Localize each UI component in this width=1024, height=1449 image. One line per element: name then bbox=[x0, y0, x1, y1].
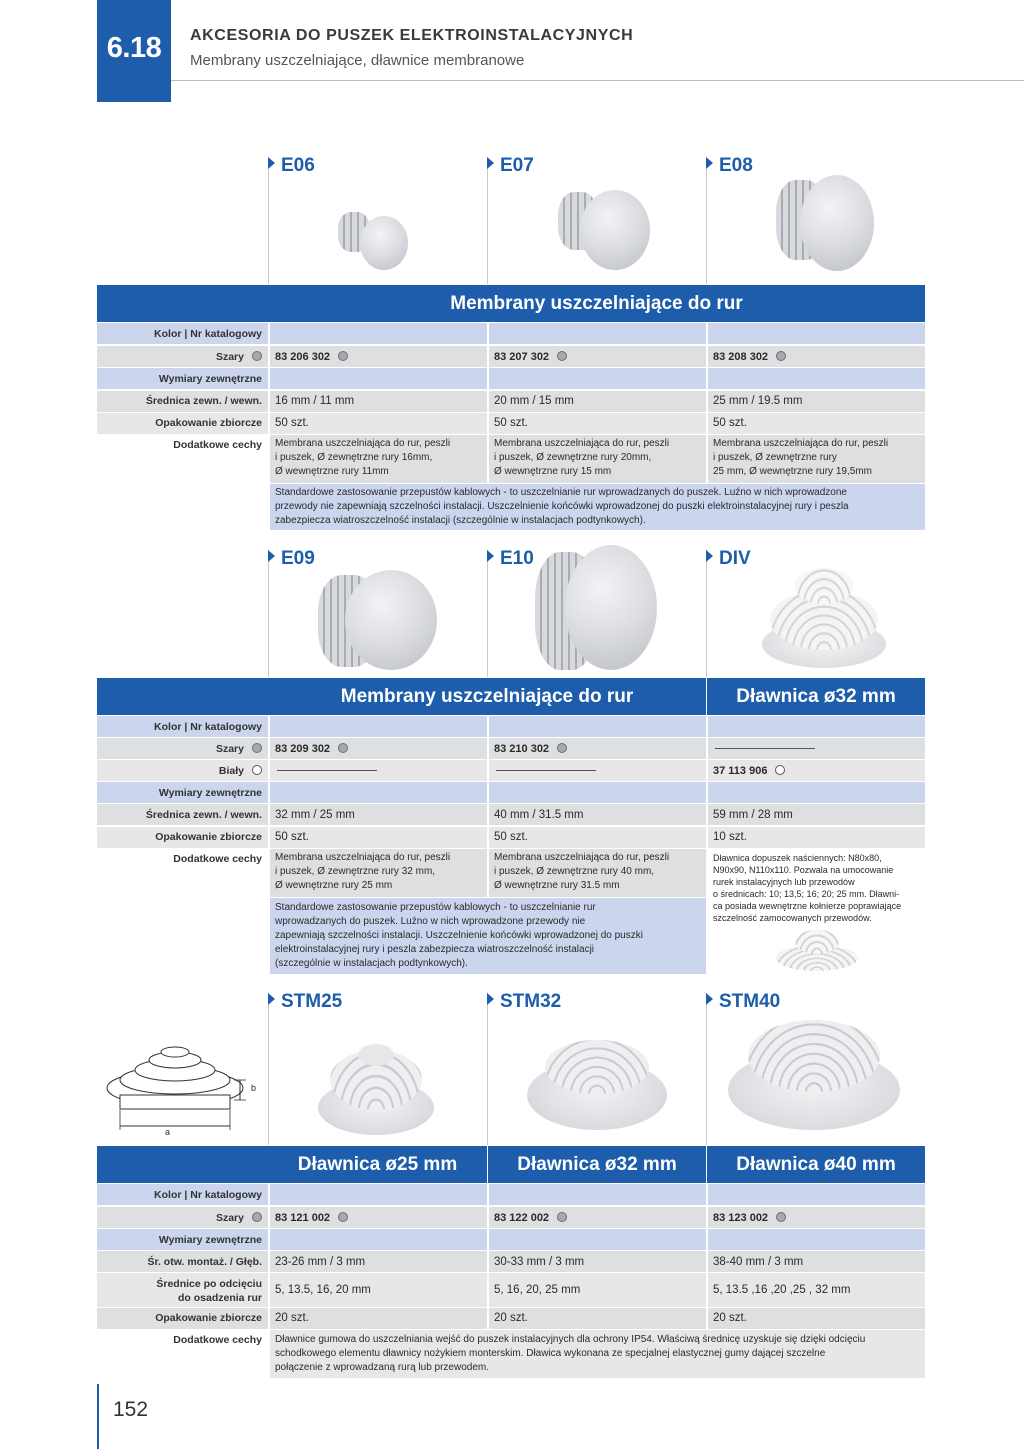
page-number: 152 bbox=[113, 1398, 149, 1421]
arrow-right-icon bbox=[268, 550, 275, 562]
product-label-stm25: STM25 bbox=[268, 991, 342, 1013]
page-title: AKCESORIA DO PUSZEK ELEKTROINSTALACYJNYCH bbox=[190, 27, 634, 44]
row-header-szary: Szary bbox=[97, 743, 267, 755]
row-header-dodatkowe: Dodatkowe cechy bbox=[173, 1334, 262, 1346]
grey-color-swatch-icon bbox=[252, 351, 262, 361]
table-header-band bbox=[488, 1146, 706, 1183]
diameter-value: 59 mm / 28 mm bbox=[713, 809, 793, 821]
catalog-number: 83 206 302 bbox=[275, 351, 348, 363]
package-value: 50 szt. bbox=[494, 417, 528, 429]
white-color-swatch-icon bbox=[775, 765, 785, 775]
row-header-kolor: Kolor | Nr katalogowy bbox=[154, 1189, 262, 1201]
table-title: Dławnica ø25 mm bbox=[297, 1154, 458, 1175]
table-header-band bbox=[707, 678, 925, 715]
diameter-value: 20 mm / 15 mm bbox=[494, 395, 574, 407]
row-header-dodatkowe: Dodatkowe cechy bbox=[173, 853, 262, 865]
catalog-number: 83 210 302 bbox=[494, 743, 567, 755]
table-header-band bbox=[707, 1146, 925, 1183]
catalog-number: 83 122 002 bbox=[494, 1212, 567, 1224]
arrow-right-icon bbox=[706, 157, 713, 169]
dimension-label-b: b bbox=[251, 1083, 257, 1093]
table-header-band bbox=[97, 285, 925, 322]
table-title: Dławnica ø32 mm bbox=[517, 1154, 677, 1175]
row-header-dodatkowe: Dodatkowe cechy bbox=[173, 439, 262, 451]
features-text: Membrana uszczelniająca do rur, peszli i puszek, Ø zewnętrzne rury 16mm, Ø wewnętrzne rury 11mm bbox=[275, 438, 451, 477]
package-value: 50 szt. bbox=[713, 417, 747, 429]
table-title: Dławnica ø40 mm bbox=[736, 1154, 896, 1175]
row-header-kolor: Kolor | Nr katalogowy bbox=[154, 328, 262, 340]
arrow-right-icon bbox=[487, 157, 494, 169]
header-divider bbox=[171, 80, 1024, 81]
grey-color-swatch-icon bbox=[338, 1212, 348, 1222]
package-value: 20 szt. bbox=[713, 1312, 747, 1324]
row-header-sr-otw: Śr. otw. montaż. / Głęb. bbox=[147, 1256, 262, 1268]
mounting-hole-value: 23-26 mm / 3 mm bbox=[275, 1256, 366, 1268]
diameter-value: 32 mm / 25 mm bbox=[275, 809, 355, 821]
arrow-right-icon bbox=[487, 550, 494, 562]
usage-note: Standardowe zastosowanie przepustów kablowych - to uszczelnianie rur wprowadzanych do puszek. Luźno w nich wprowadzone przewody nie zapewniają szczelności instalacji. Uszczelnienie końcówki wprowadzonej do puszki elektroinstalacyjnej rury i peszla zabezpiecza wiatroszczelność instalacji (szczególnie w instalacjach podtynkowych). bbox=[275, 902, 643, 969]
grey-color-swatch-icon bbox=[557, 351, 567, 361]
catalog-number: 83 123 002 bbox=[713, 1212, 786, 1224]
arrow-right-icon bbox=[706, 550, 713, 562]
grey-color-swatch-icon bbox=[252, 1212, 262, 1222]
catalog-number: 83 208 302 bbox=[713, 351, 786, 363]
row-header-wymiary: Wymiary zewnętrzne bbox=[158, 1234, 262, 1246]
dimension-diagram bbox=[100, 1040, 265, 1140]
arrow-right-icon bbox=[487, 993, 494, 1005]
cut-diameters-value: 5, 16, 20, 25 mm bbox=[494, 1284, 581, 1296]
not-available-dash bbox=[715, 743, 815, 755]
row-header-srednice-po: Średnice po odcięciu do osadzenia rur bbox=[156, 1278, 262, 1304]
not-available-dash bbox=[277, 765, 377, 777]
grey-color-swatch-icon bbox=[776, 1212, 786, 1222]
package-value: 20 szt. bbox=[494, 1312, 528, 1324]
cut-diameters-value: 5, 13.5, 16, 20 mm bbox=[275, 1284, 371, 1296]
catalog-number: 83 209 302 bbox=[275, 743, 348, 755]
diameter-value: 16 mm / 11 mm bbox=[275, 395, 355, 407]
grey-color-swatch-icon bbox=[252, 743, 262, 753]
row-header-wymiary: Wymiary zewnętrzne bbox=[158, 373, 262, 385]
grey-color-swatch-icon bbox=[557, 1212, 567, 1222]
row-header-szary: Szary bbox=[97, 351, 267, 363]
product-label-div: DIV bbox=[706, 548, 746, 570]
page-subtitle: Membrany uszczelniające, dławnice membranowe bbox=[190, 52, 525, 69]
table-title: Dławnica ø32 mm bbox=[736, 686, 896, 707]
mounting-hole-value: 30-33 mm / 3 mm bbox=[494, 1256, 585, 1268]
row-header-wymiary: Wymiary zewnętrzne bbox=[158, 787, 262, 799]
package-value: 20 szt. bbox=[275, 1312, 309, 1324]
features-text: Membrana uszczelniająca do rur, peszli i puszek, Ø zewnętrzne rury 20mm, Ø wewnętrzne rury 15 mm bbox=[494, 438, 670, 477]
product-label-stm32: STM32 bbox=[487, 991, 561, 1013]
features-text: Membrana uszczelniająca do rur, peszli i puszek, Ø zewnętrzne rury 25 mm, Ø wewnętrzne rury 19,5mm bbox=[713, 438, 889, 477]
row-header-kolor: Kolor | Nr katalogowy bbox=[154, 721, 262, 733]
arrow-right-icon bbox=[268, 993, 275, 1005]
table-header-band bbox=[97, 1146, 487, 1183]
product-label-e09: E09 bbox=[268, 548, 315, 570]
product-label-e07: E07 bbox=[487, 155, 534, 177]
not-available-dash bbox=[496, 765, 596, 777]
grey-color-swatch-icon bbox=[776, 351, 786, 361]
grey-color-swatch-icon bbox=[338, 351, 348, 361]
package-value: 10 szt. bbox=[713, 831, 747, 843]
row-header-srednica: Średnica zewn. / wewn. bbox=[145, 395, 262, 407]
grey-color-swatch-icon bbox=[338, 743, 348, 753]
usage-note: Standardowe zastosowanie przepustów kablowych - to uszczelnianie rur wprowadzanych do puszek. Luźno w nich wprowadzone przewody nie zapewniają szczelności instalacji. Uszczelnienie końcówki wprowadzonej do puszki elektroinstalacyjnej rury i peszla zabezpiecza wiatroszczelność instalacji (szczególnie w instalacjach podtynkowych). bbox=[275, 487, 849, 526]
catalog-number: 37 113 906 bbox=[713, 765, 785, 777]
arrow-right-icon bbox=[706, 993, 713, 1005]
arrow-right-icon bbox=[268, 157, 275, 169]
row-header-szary: Szary bbox=[97, 1212, 267, 1224]
diameter-value: 25 mm / 19.5 mm bbox=[713, 395, 803, 407]
diameter-value: 40 mm / 31.5 mm bbox=[494, 809, 584, 821]
package-value: 50 szt. bbox=[275, 831, 309, 843]
section-number: 6.18 bbox=[106, 32, 162, 64]
product-label-e10: E10 bbox=[487, 548, 531, 570]
catalog-number: 83 121 002 bbox=[275, 1212, 348, 1224]
section-number-box bbox=[97, 0, 171, 102]
package-value: 50 szt. bbox=[494, 831, 528, 843]
dimension-label-a: a bbox=[165, 1127, 171, 1137]
row-header-bialy: Biały bbox=[97, 765, 267, 777]
features-text: Membrana uszczelniająca do rur, peszli i puszek, Ø zewnętrzne rury 40 mm, Ø wewnętrzne rury 31.5 mm bbox=[494, 852, 670, 891]
row-header-srednica: Średnica zewn. / wewn. bbox=[145, 809, 262, 821]
product-label-e06: E06 bbox=[268, 155, 315, 177]
catalog-number: 83 207 302 bbox=[494, 351, 567, 363]
cut-diameters-value: 5, 13.5 ,16 ,20 ,25 , 32 mm bbox=[713, 1284, 851, 1296]
features-text: Membrana uszczelniająca do rur, peszli i puszek, Ø zewnętrzne rury 32 mm, Ø wewnętrzne rury 25 mm bbox=[275, 852, 451, 891]
white-color-swatch-icon bbox=[252, 765, 262, 775]
grey-color-swatch-icon bbox=[557, 743, 567, 753]
table-title: Membrany uszczelniające do rur bbox=[450, 293, 743, 314]
package-value: 50 szt. bbox=[275, 417, 309, 429]
product-label-e08: E08 bbox=[706, 155, 753, 177]
footer-accent-line bbox=[97, 1384, 99, 1449]
table-title: Membrany uszczelniające do rur bbox=[340, 686, 634, 707]
table-header-band bbox=[97, 678, 706, 715]
usage-note: Dławnice gumowa do uszczelniania wejść do puszek instalacyjnych dla ochrony IP54. Właściwą średnicę uzyskuje się dzięki odcięciu schodkowego elementu dławnicy nożykiem monterskim. Dławica wykonana ze specjalnej elastycznej gumy dającej szczelne połączenie z wprowadzaną rurą lub przewodem. bbox=[275, 1334, 866, 1373]
mounting-hole-value: 38-40 mm / 3 mm bbox=[713, 1256, 804, 1268]
row-header-opakowanie: Opakowanie zbiorcze bbox=[155, 1312, 262, 1324]
features-text: Dławnica dopuszek naściennych: N80x80, N90x90, N110x110. Pozwala na umocowanie rurek instalacyjnych lub przewodów o średnicach: 10; 13,5; 16; 20; 25 mm. Dławni- ca posiada wewnętrzne kołnierze poprawiające szczelność zamocowanych przewodów. bbox=[713, 853, 902, 923]
row-header-opakowanie: Opakowanie zbiorcze bbox=[155, 417, 262, 429]
row-header-opakowanie: Opakowanie zbiorcze bbox=[155, 831, 262, 843]
product-label-stm40: STM40 bbox=[706, 991, 780, 1013]
